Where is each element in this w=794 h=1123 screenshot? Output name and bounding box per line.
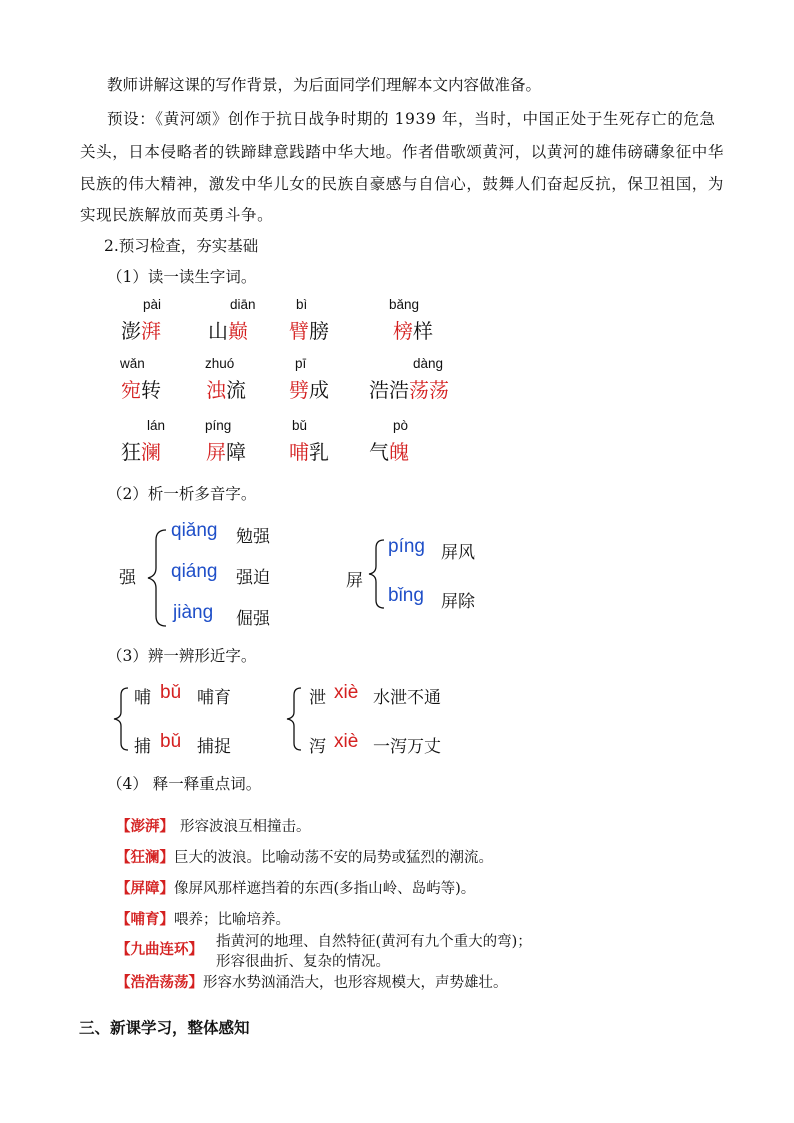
similar-word: 捕捉 [197,737,231,757]
similar-word: 水泄不通 [373,688,441,708]
vocab-word: 臂膀 [289,319,329,343]
polyphone-pinyin: bǐng [388,585,424,606]
intro-line: 教师讲解这课的写作背景，为后面同学们理解本文内容做准备。 [107,76,542,94]
polyphone-word: 强迫 [236,568,270,588]
polyphone-word: 屏除 [441,592,475,612]
preset-line-1: 预设：《黄河颂》创作于抗日战争时期的 1939 年，当时，中国正处于生死存亡的危急 [107,110,716,128]
task-3-title: （3）辨一辨形近字。 [107,647,257,665]
vocab-pinyin: dàng [413,356,444,371]
glossary-term: 【浩浩荡荡】 [116,974,203,991]
vocab-word: 宛转 [121,378,161,402]
vocab-word: 哺乳 [289,440,329,464]
similar-char: 捕 [134,737,151,757]
vocab-pinyin: diān [230,297,256,312]
polyphone-pinyin: jiàng [173,602,214,623]
preset-line-3: 民族的伟大精神，激发中华儿女的民族自豪感与自信心，鼓舞人们奋起反抗，保卫祖国，为 [80,175,725,193]
glossary-def: 像屏风那样遮挡着的东西(多指山岭、岛屿等)。 [174,881,476,897]
similar-word: 一泻万丈 [373,737,441,757]
glossary-def-continued: 形容很曲折、复杂的情况。 [216,954,390,970]
similar-char: 泄 [309,688,326,708]
glossary-def: 形容水势汹涌浩大，也形容规模大，声势雄壮。 [203,975,508,991]
glossary-entry [116,846,493,867]
similar-char: 哺 [134,688,151,708]
similar-word: 哺育 [197,688,231,708]
glossary-term: 【屏障】 [116,880,174,897]
vocab-pinyin: lán [147,418,166,433]
vocab-pinyin: pài [143,297,162,312]
similar-pinyin: bǔ [160,731,182,752]
similar-pinyin: bǔ [160,682,182,703]
vocab-word: 澎湃 [121,319,161,343]
glossary-def: 指黄河的地理、自然特征(黄河有九个重大的弯)； [216,934,532,950]
vocab-pinyin: pī [295,356,307,371]
vocab-pinyin: wǎn [120,356,145,371]
vocab-word: 浩浩荡荡 [369,378,449,402]
vocab-word: 屏障 [206,440,246,464]
vocab-pinyin: bì [296,297,308,312]
vocab-pinyin: píng [205,418,232,433]
vocab-word: 浊流 [206,378,246,402]
glossary-def: 巨大的波浪。比喻动荡不安的局势或猛烈的潮流。 [174,850,493,866]
glossary-term: 【狂澜】 [116,849,174,866]
task-1-title: （1）读一读生字词。 [107,268,257,286]
glossary-entry [116,877,475,898]
glossary-term: 【九曲连环】 [116,941,203,958]
left-brace-icon [285,686,303,752]
preset-line-2: 关头，日本侵略者的铁蹄肆意践踏中华大地。作者借歌颂黄河，以黄河的雄伟磅礴象征中华 [80,143,725,161]
polyphone-word: 屏风 [441,543,475,563]
polyphone-word: 倔强 [236,609,270,629]
glossary-term: 【哺育】 [116,911,174,928]
section-2-title: 2.预习检查，夯实基础 [104,237,259,255]
glossary-entry [116,908,290,929]
vocab-word: 榜样 [393,319,433,343]
similar-char: 泻 [309,737,326,757]
left-brace-icon [144,528,168,628]
glossary-def: 形容波浪互相撞击。 [180,819,311,835]
vocab-word: 山巅 [208,319,248,343]
polyphone-char: 强 [119,568,136,588]
similar-pinyin: xiè [334,731,359,752]
polyphone-word: 勉强 [236,527,270,547]
polyphone-pinyin: píng [388,536,425,557]
polyphone-char: 屏 [346,571,363,591]
glossary-entry [116,971,508,992]
left-brace-icon [112,686,130,752]
glossary-entry [116,815,311,836]
task-4-title: （4） 释一释重点词。 [107,775,262,793]
vocab-word: 劈成 [289,378,329,402]
vocab-pinyin: pò [393,418,409,433]
task-2-title: （2）析一析多音字。 [107,485,257,503]
vocab-word: 气魄 [369,440,409,464]
polyphone-pinyin: qiǎng [171,520,218,541]
vocab-pinyin: zhuó [205,356,235,371]
preset-line-4: 实现民族解放而英勇斗争。 [80,206,274,224]
similar-pinyin: xiè [334,682,359,703]
vocab-word: 狂澜 [121,440,161,464]
glossary-term: 【澎湃】 [116,818,174,835]
left-brace-icon [366,538,386,610]
vocab-pinyin: bǎng [389,297,420,312]
section-3-title: 三、新课学习，整体感知 [79,1018,250,1037]
glossary-def: 喂养；比喻培养。 [174,912,290,928]
vocab-pinyin: bǔ [292,418,308,433]
polyphone-pinyin: qiáng [171,561,218,582]
